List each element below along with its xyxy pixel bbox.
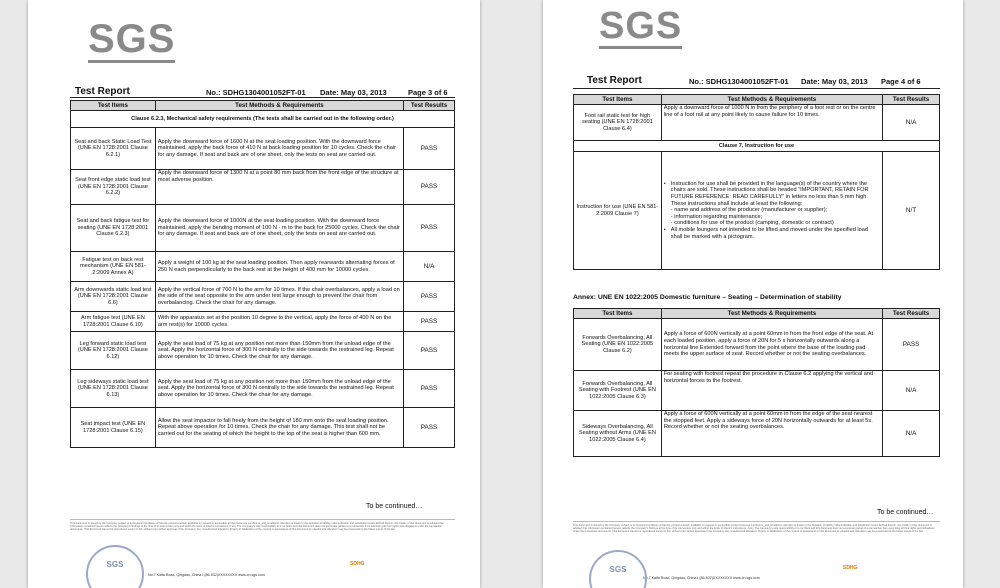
test-result: N/A [883,371,940,411]
footer-sdhg: SDHG [350,561,365,567]
test-result: PASS [404,205,455,252]
test-item: Arm downwards static load test (UNE EN 1728:2001 Clause 6.6) [71,282,156,312]
test-item: Leg sideways static load test (UNE EN 1728:2001 Clause 6.13) [71,370,156,408]
report-date: Date: May 03, 2013 [320,88,387,97]
test-result: N/A [883,105,940,141]
test-item: Seat impact test (UNE EN 1728:2001 Clause 6.15) [71,408,156,448]
column-header: Test Methods & Requirements [661,95,882,105]
test-result: PASS [404,128,455,170]
table-row [574,319,940,371]
clause-heading: Clause 6.2.3, Mechanical safety requirements (The tests shall be carried out in the following order.) [71,111,455,128]
annex-title: Annex: UNE EN 1022:2005 Domestic furniture – Seating – Determination of stability [573,294,842,301]
test-item: Arm fatigue test (UNE EN 1728:2001 Clause 6.10) [71,312,156,332]
to-be-continued: To be continued… [877,509,934,516]
page-number: Page 3 of 6 [408,88,448,97]
test-method: Apply a weight of 100 kg at the seat loading position. Then apply rearwards alternating forces of 250 N each perpendicularly to the back rest at the height of 400 mm for 10000 cycles. [155,252,403,282]
instruction-bullet: • All mobile loungers not intended to be lifted and moved under the specified load shall be marked with a pictogram. [664,227,880,240]
test-results-table [573,94,940,270]
test-item: Foot rail static test for high seating (UNE EN 1728:2001 Clause 6.4) [574,105,662,141]
test-result: PASS [404,370,455,408]
column-header: Test Results [883,309,940,319]
table-row [574,152,940,270]
test-result: PASS [404,170,455,205]
test-item: Forwards Overbalancing, All Seating with Footrest (UNE EN 1022:2005 Clause 6.3) [574,371,662,411]
table-row [574,105,940,141]
test-item: Seat front edge static load test (UNE EN 1728:2001 Clause 6.2.2) [71,170,156,205]
report-page-4 [543,0,963,588]
column-header: Test Items [574,95,662,105]
sgs-logo: SGS [88,17,176,61]
header-rule [70,97,455,98]
test-method: Apply the seat load of 75 kg at any position not more than 150mm from the unload edge of the seat. Apply the horizontal force of 300 N centrally to the side towards the restrained leg. Repeat above operation for 10 times. Check the chair for any damage. [155,332,403,370]
report-date: Date: May 03, 2013 [801,77,868,86]
table-row [71,205,455,252]
test-item: Instruction for use (UNE EN 581-2:2009 Clause 7) [574,152,662,270]
table-row [71,370,455,408]
test-result: PASS [404,282,455,312]
table-row [71,170,455,205]
test-result: PASS [404,332,455,370]
test-result: N/T [883,152,940,270]
footer-fine-print: This document is issued by the Company subject to its General Conditions of Service printed overleaf, available on request or accessible at http://www.sgs.com/terms_and_conditions. Attention is drawn to the limitation of liability, indemnification and jurisdiction issues defined therein. Any holder of this document is advised that information contained hereon reflects the Company's findings at the time of its intervention only and within the limits of Client's instructions, if any. The Company's sole responsibility is to its Client and this document does not exonerate parties to a transaction from exercising all their rights and obligations under the transaction documents. This document cannot be reproduced except in full, without prior written approval of the Company. Any unauthorized alteration, forgery or falsification of the content or appearance of this document is unlawful and offenders may be prosecuted to the fullest extent of the law. [573,524,935,534]
report-number: No.: SDHG1304001052FT-01 [689,77,789,86]
table-row [71,408,455,448]
page-number: Page 4 of 6 [881,77,921,86]
footer-rule [70,519,455,520]
test-method: Apply the downward force of 1300 N at a point 80 mm back from the front edge of the structure at most adverse position. [155,170,403,205]
clause-heading: Clause 7, Instruction for use [574,141,940,152]
sgs-seal-stamp: SGS [589,550,647,588]
table-row [574,411,940,457]
footer-fine-print: This document is issued by the Company subject to its General Conditions of Service printed overleaf, available on request or accessible at http://www.sgs.com/terms_and_conditions. Attention is drawn to the limitation of liability, indemnification and jurisdiction issues defined therein. Any holder of this document is advised that information contained hereon reflects the Company's findings at the time of its intervention only and within the limits of Client's instructions, if any. The Company's sole responsibility is to its Client and this document does not exonerate parties to a transaction from exercising all their rights and obligations under the transaction documents. This document cannot be reproduced except in full, without prior written approval of the Company. Any unauthorized alteration, forgery or falsification of the content or appearance of this document is unlawful and offenders may be prosecuted to the fullest extent of the law. [70,522,444,532]
test-method: Apply the vertical force of 700 N to the arm for 10 times. If the chair overbalances, apply a load on the side of the seat opposite to the arm under test large enough to prevent the chair from overbalancing. Check the chair for any damage. [155,282,403,312]
test-result: PASS [404,312,455,332]
table-header-row [71,101,455,111]
test-method: Apply a downward force of 1000 N in from the periphery of a foot rest or on the centre line of a foot rail at any point likely to cause failure for 10 times. [661,105,882,141]
header-rule [573,88,940,89]
test-method: Apply the downward force of 1600 N at the seat loading position. With the downward force maintained, apply the back force of 410 N at back loading position for 10 cycles. Check the chair for any damage. If seat and back are of one sheet, only the tests on seat are carried out. [155,128,403,170]
report-number: No.: SDHG1304001052FT-01 [206,88,306,97]
column-header: Test Results [404,101,455,111]
test-method [661,152,882,270]
test-item: Sideways Overbalancing, All Seating without Arms (UNE EN 1022:2005 Clause 6.4) [574,411,662,457]
test-result: PASS [404,408,455,448]
page-title: Test Report [75,86,130,97]
table-row [71,128,455,170]
table-header-row [574,95,940,105]
column-header: Test Results [883,95,940,105]
test-results-table [70,100,455,448]
footer-sdhg: SDHG [843,565,858,571]
column-header: Test Items [574,309,662,319]
test-item: Seat and back fatigue test for seating (UNE EN 1728:2001 Clause 6.2.3) [71,205,156,252]
footer-address: No.7 Kaifa Road, Qingdao, China t (86-532)XXXXXXXX www.cn.sgs.com [148,573,265,577]
table-row [71,312,455,332]
test-item: Seat and back Static Load Test (UNE EN 1728:2001 Clause 6.2.1) [71,128,156,170]
to-be-continued: To be continued… [366,503,423,510]
page-title: Test Report [587,75,642,86]
test-result: PASS [883,319,940,371]
table-row [71,282,455,312]
test-method: With the apparatus set at the position 10 degree to the vertical, apply the force of 400 N on the arm rest(s) for 10000 cycles. [155,312,403,332]
table-row [574,371,940,411]
table-row [71,332,455,370]
test-method: Apply the downward force of 1000N at the seat loading position. With the downward force maintained, apply the bending moment of 100 N · m to the back for 25000 cycles. Check the chair for any damage. If seat and back are of one sheet, only the tests on seat are carried out. [155,205,403,252]
sgs-logo: SGS [599,5,683,47]
test-method: Allow the seat impactor to fall freely from the height of 180 mm onto the seat loading position. Repeat above operation for 10 times. Check the chair for any damage. This test shall not be carried out for the seating of which the height to the top of the seat is higher than 600 mm. [155,408,403,448]
footer-address: No.7 Kaifa Road, Qingdao, China t (86-532)XXXXXXXX www.cn.sgs.com [643,576,760,580]
test-method: For seating with footrest repeat the procedure in Clause 6.2 applying the vertical and horizontal forces to the footrest. [661,371,882,411]
test-item: Fatigue test on back rest mechanism (UNE EN 581-2:2009 Annex A) [71,252,156,282]
stability-results-table [573,308,940,457]
test-method: Apply the seat load of 75 kg at any position not more than 150mm from the unload edge of the seat. Apply the horizontal force of 300 N centrally to the side towards the restrained leg. Repeat above operation for 10 times. Check the chair for any damage. [155,370,403,408]
table-row [71,252,455,282]
test-result: N/A [404,252,455,282]
instruction-bullet: • Instruction for use shall be provided in the language(s) of the country where the chairs are sold. These instructions shall be headed "IMPORTANT, RETAIN FOR FUTURE REFERENCE: READ CAREFULLY" in letters no less than 5 mm high. These instructions shall include at least the following: - name and address of the producer (manufacturer or supplier); - information regarding maintenance; - conditions for use of the product (camping, domestic or contract) [664,181,880,227]
test-item: Leg forward static load test (UNE EN 1728:2001 Clause 6.12) [71,332,156,370]
column-header: Test Methods & Requirements [155,101,403,111]
footer-rule [573,521,940,522]
table-header-row [574,309,940,319]
sgs-seal-stamp: SGS [86,545,144,588]
test-result: N/A [883,411,940,457]
test-method: Apply a force of 600N vertically at a point 60mm in from the front edge of the seat. At each loaded position, apply a force of 20N for 5 s horizontally outwards along a horizontal line Extended forward from the point where the base of the loading pad meets the upper surface of seat. Record whether or not the seating overbalances. [661,319,882,371]
test-method: Apply a force of 600N vertically at a point 60mm in from the edge of the seat nearest the stopped feet. Apply a sideways force of 20N horizontally outwards for at least 5s. Record whether or not the seating overbalances. [661,411,882,457]
test-item: Forwards Overbalancing, All Seating (UNE EN 1022:2005 Clause 6.2) [574,319,662,371]
column-header: Test Items [71,101,156,111]
column-header: Test Methods & Requirements [661,309,882,319]
report-page-3 [28,0,480,588]
